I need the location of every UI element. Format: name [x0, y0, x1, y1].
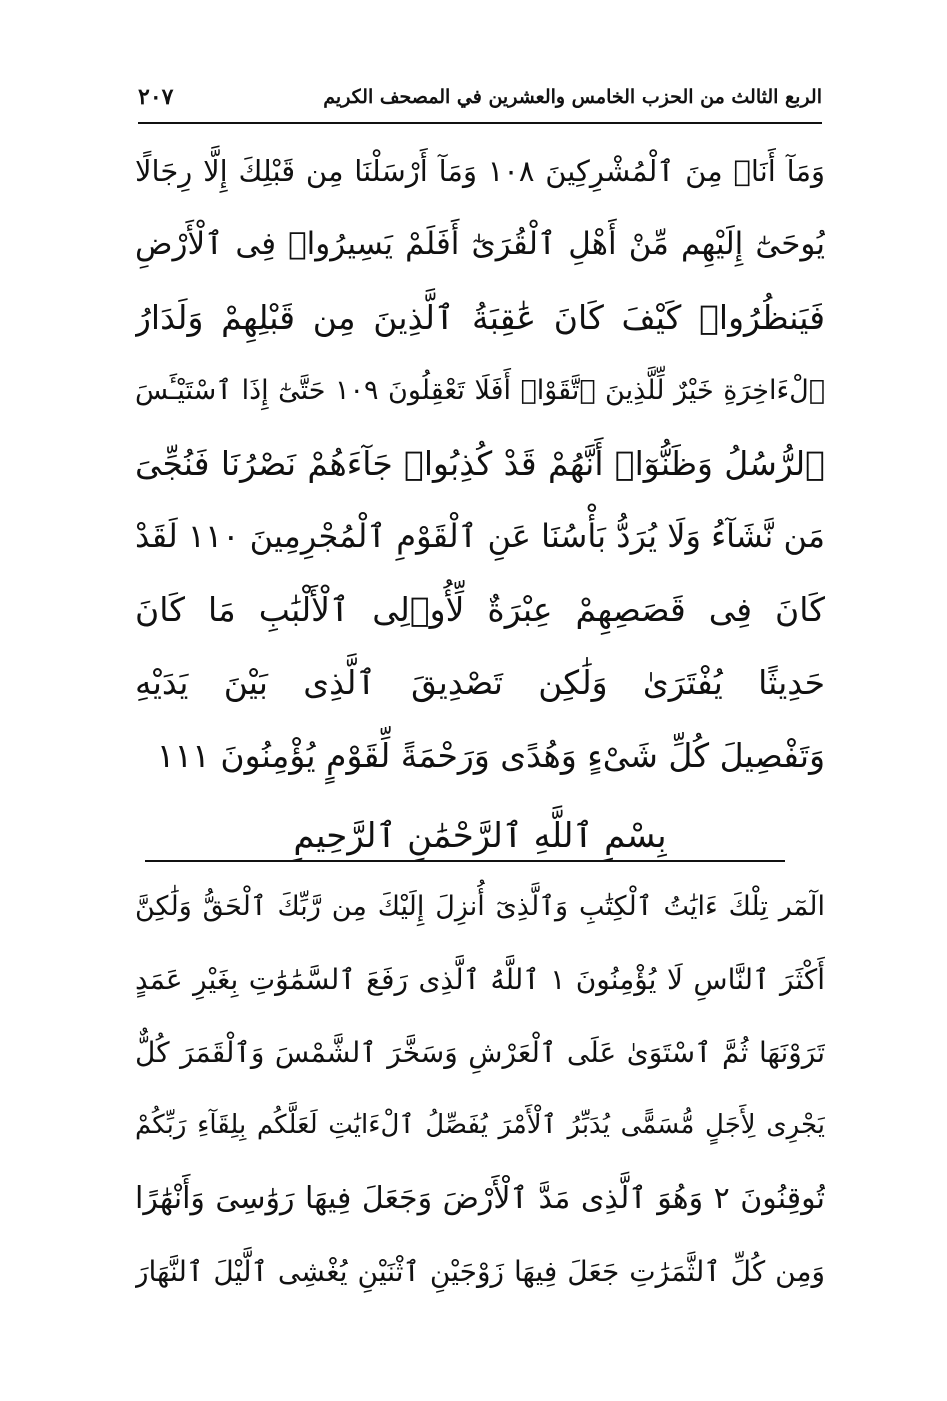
running-header	[138, 78, 822, 118]
verses-block-2	[135, 870, 825, 1308]
verse-line: حَدِيثًا يُفْتَرَىٰ وَلَٰكِن تَصْدِيقَ ٱلَّذِى بَيْنَ يَدَيْهِ	[135, 663, 825, 702]
header-rule	[138, 122, 822, 124]
header-title: الربع الثالث من الحزب الخامس والعشرين في المصحف الكريم	[323, 86, 822, 108]
verse-line: ٱلْءَاخِرَةِ خَيْرٌ لِّلَّذِينَ ٱتَّقَوْا۟ أَفَلَا تَعْقِلُونَ ١٠٩ حَتَّىٰٓ إِذَا ٱسْتَيْـَٔسَ	[135, 375, 825, 406]
verse-line: وَمَآ أَنَا۠ مِنَ ٱلْمُشْرِكِينَ ١٠٨ وَمَآ أَرْسَلْنَا مِن قَبْلِكَ إِلَّا رِجَالًا	[135, 154, 825, 188]
verses-block-1	[135, 135, 825, 792]
verse-line: مَن نَّشَآءُ وَلَا يُرَدُّ بَأْسُنَا عَنِ ٱلْقَوْمِ ٱلْمُجْرِمِينَ ١١٠ لَقَدْ	[135, 517, 825, 555]
basmala-text: بِسْمِ ٱللَّهِ ٱلرَّحْمَٰنِ ٱلرَّحِيمِ	[293, 816, 667, 856]
basmala	[135, 808, 825, 878]
verse-line: يُوحَىٰٓ إِلَيْهِم مِّنْ أَهْلِ ٱلْقُرَىٰٓ أَفَلَمْ يَسِيرُوا۟ فِى ٱلْأَرْضِ	[135, 226, 825, 262]
verse-line: تُوقِنُونَ ٢ وَهُوَ ٱلَّذِى مَدَّ ٱلْأَرْضَ وَجَعَلَ فِيهَا رَوَٰسِىَ وَأَنْهَٰرًا	[135, 1181, 825, 1216]
verse-line: الٓمٓر تِلْكَ ءَايَٰتُ ٱلْكِتَٰبِ وَٱلَّذِىٓ أُنزِلَ إِلَيْكَ مِن رَّبِّكَ ٱلْحَقُّ وَلَٰكِنَّ	[135, 891, 825, 922]
verse-line: تَرَوْنَهَا ثُمَّ ٱسْتَوَىٰ عَلَى ٱلْعَرْشِ وَسَخَّرَ ٱلشَّمْسَ وَٱلْقَمَرَ كُلٌّ	[135, 1036, 825, 1069]
verse-line: يَجْرِى لِأَجَلٍ مُّسَمًّى يُدَبِّرُ ٱلْأَمْرَ يُفَصِّلُ ٱلْءَايَٰتِ لَعَلَّكُم بِلِقَآءِ رَبِّكُمْ	[135, 1110, 825, 1140]
verse-line: فَيَنظُرُوا۟ كَيْفَ كَانَ عَٰقِبَةُ ٱلَّذِينَ مِن قَبْلِهِمْ وَلَدَارُ	[135, 298, 825, 337]
basmala-rule	[145, 860, 785, 862]
verse-line: ٱلرُّسُلُ وَظَنُّوٓا۟ أَنَّهُمْ قَدْ كُذِبُوا۟ جَآءَهُمْ نَصْرُنَا فَنُجِّىَ	[135, 444, 825, 483]
verse-line: وَتَفْصِيلَ كُلِّ شَىْءٍ وَهُدًى وَرَحْمَةً لِّقَوْمٍ يُؤْمِنُونَ ١١١	[156, 736, 825, 775]
verse-line: أَكْثَرَ ٱلنَّاسِ لَا يُؤْمِنُونَ ١ ٱللَّهُ ٱلَّذِى رَفَعَ ٱلسَّمَٰوَٰتِ بِغَيْرِ عَمَدٍ	[135, 963, 825, 996]
verse-line: وَمِن كُلِّ ٱلثَّمَرَٰتِ جَعَلَ فِيهَا زَوْجَيْنِ ٱثْنَيْنِ يُغْشِى ٱلَّيْلَ ٱلنَّهَارَ	[135, 1255, 825, 1288]
page-number: ٢٠٧	[138, 84, 174, 110]
verse-line: كَانَ فِى قَصَصِهِمْ عِبْرَةٌ لِّأُو۟لِى ٱلْأَلْبَٰبِ مَا كَانَ	[135, 590, 825, 629]
